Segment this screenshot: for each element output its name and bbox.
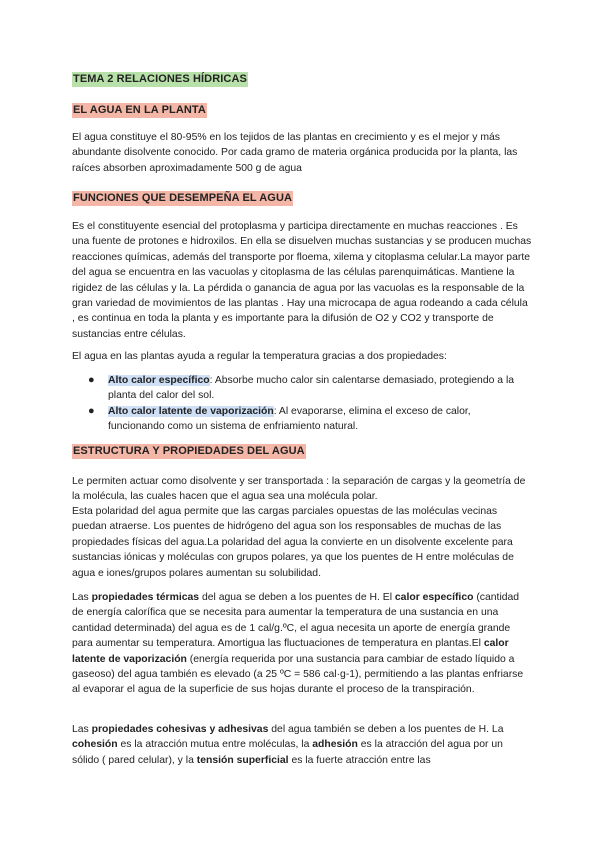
term-calor-especifico: Alto calor específico	[108, 375, 210, 386]
bullet-icon: ●	[88, 404, 95, 417]
properties-list	[88, 373, 530, 435]
paragraph-propiedades-termicas: Las propiedades térmicas del agua se deben a los puentes de H. El calor específico (cantidad de energía calorífica que se necesita para aumentar la temperatura de una sustancia en una cantidad determinada) del agua es de 1 cal/g.ºC, el agua necesita un aporte de energía grande para aumentar su temperatura. Amortigua las fluctuaciones de temperatura en plantas.El calor latente de vaporización (energía requerida por una sustancia para cambiar de estado líquido a gaseoso) del agua también es elevado (a 25 ºC = 586 cal·g-1), permitiendo a las plantas enfriarse al evaporar el agua de la superficie de sus hojas durante el proceso de la transpiración.	[72, 592, 524, 696]
paragraph-funciones: Es el constituyente esencial del protoplasma y participa directamente en muchas reacciones . Es una fuente de protones e hidroxilos. En ella se disuelven muchas sustancias y se producen muchas reacciones químicas, además del transporte por floema, xilema y citoplasma celular.La mayor parte del agua se encuentra en las vacuolas y citoplasma de las células parenquimáticas. Mantiene la rigidez de las células y la. La pérdida o ganancia de agua por las vacuolas es la responsable de la gran variedad de movimientos de las plantas . Hay una microcapa de agua rodeando a cada célula , es continua en toda la planta y es importante para la difusión de O2 y CO2 y transporte de sustancias entre células.	[72, 221, 532, 340]
section-heading-estructura: ESTRUCTURA Y PROPIEDADES DEL AGUA	[73, 445, 305, 457]
paragraph-agua-planta: El agua constituye el 80-95% en los tejidos de las plantas en crecimiento y es el mejor y más abundante disolvente conocido. Por cada gramo de materia orgánica producida por la planta, las raíces absorben aproximadamente 500 g de agua	[72, 132, 518, 174]
section-heading-agua-planta: EL AGUA EN LA PLANTA	[73, 104, 206, 116]
list-item	[88, 404, 530, 435]
paragraph-estructura-2: Esta polaridad del agua permite que las cargas parciales opuestas de las moléculas vecinas puedan atraerse. Los puentes de hidrógeno del agua son los responsables de muchas de las propiedades físicas del agua.La polaridad del agua la convierte en un disolvente excelente para sustancias iónicas y moléculas con grupos polares, ya que los puentes de H entre moléculas de agua e iones/grupos polares aumentan su solubilidad.	[72, 506, 514, 579]
paragraph-temperatura: El agua en las plantas ayuda a regular la temperatura gracias a dos propiedades:	[72, 351, 447, 362]
list-item-text: : Absorbe mucho calor sin calentarse demasiado, protegiendo a la planta del calor del sol.	[108, 375, 515, 402]
paragraph-estructura-1: Le permiten actuar como disolvente y ser transportada : la separación de cargas y la geometría de la molécula, las cuales hacen que el agua sea una molécula polar.	[72, 476, 526, 503]
list-item-text: : Al evaporarse, elimina el exceso de calor, funcionando como un sistema de enfriamiento natural.	[108, 405, 471, 433]
document-title: TEMA 2 RELACIONES HÍDRICAS	[73, 73, 247, 85]
bullet-icon: ●	[88, 374, 95, 386]
term-calor-latente: Alto calor latente de vaporización	[108, 405, 274, 417]
section-heading-funciones: FUNCIONES QUE DESEMPEÑA EL AGUA	[73, 192, 293, 204]
paragraph-propiedades-cohesivas: Las propiedades cohesivas y adhesivas del agua también se deben a los puentes de H. La cohesión es la atracción mutua entre moléculas, la adhesión es la atracción del agua por un sólido ( pared celular), y la tensión superficial es la fuerte atracción entre las	[72, 724, 504, 766]
list-item	[88, 373, 530, 404]
